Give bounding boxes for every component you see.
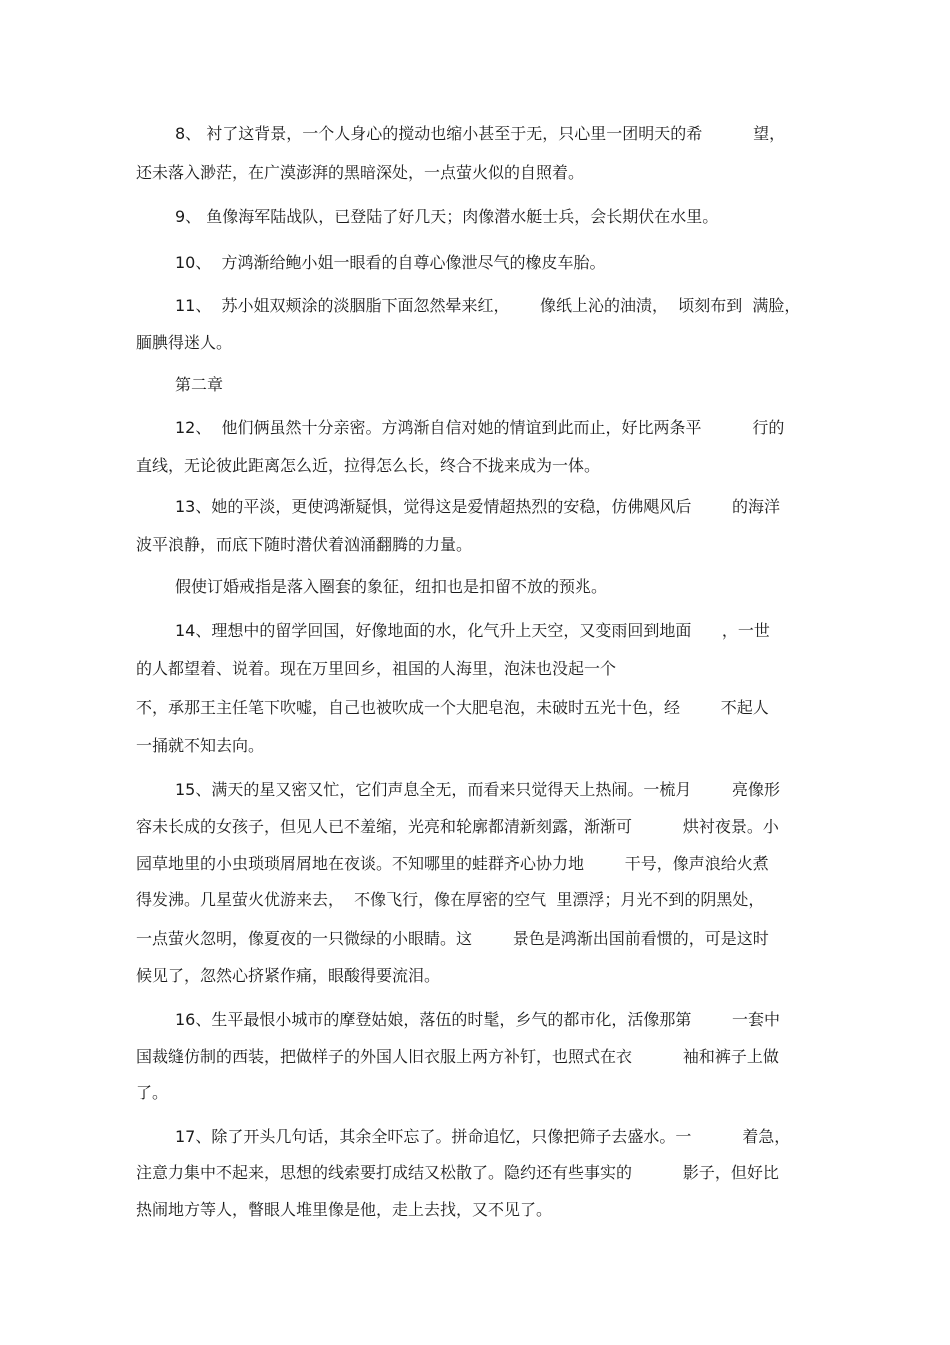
text-line: 14、理想中的留学回国，好像地面的水，化气升上天空，又变雨回到地面 ，一世: [175, 621, 770, 640]
text-line: 16、生平最恨小城市的摩登姑娘，落伍的时髦，乡气的都市化，活像那第 一套中: [175, 1010, 781, 1029]
text-line: 国裁缝仿制的西装，把做样子的外国人旧衣服上两方补钉，也照式在衣 袖和裤子上做: [136, 1047, 779, 1066]
text-line: 一点萤火忽明，像夏夜的一只微绿的小眼睛。这 景色是鸿渐出国前看惯的，可是这时: [136, 929, 769, 948]
text-line: 的人都望着、说着。现在万里回乡，祖国的人海里，泡沫也没起一个: [136, 659, 617, 678]
text-line: 12、 他们俩虽然十分亲密。方鸿渐自信对她的情谊到此而止，好比两条平 行的: [175, 418, 785, 437]
text-line: 注意力集中不起来，思想的线索要打成结又松散了。隐约还有些事实的 影子，但好比: [136, 1163, 779, 1182]
text-line: 13、她的平淡，更使鸿渐疑惧，觉得这是爱情超热烈的安稳，仿佛飓风后 的海洋: [175, 497, 781, 516]
text-line: 9、 鱼像海军陆战队，已登陆了好几天；肉像潜水艇士兵，会长期伏在水里。: [175, 207, 719, 226]
text-line: 直线，无论彼此距离怎么近，拉得怎么长，终合不拢来成为一体。: [136, 456, 601, 475]
text-line: 10、 方鸿渐给鲍小姐一眼看的自尊心像泄尽气的橡皮车胎。: [175, 253, 606, 272]
text-line: 一捅就不知去向。: [136, 736, 265, 755]
chapter-heading: 第二章: [175, 375, 224, 394]
text-line: 园草地里的小虫琐琐屑屑地在夜谈。不知哪里的蛙群齐心协力地 干号，像声浪给火煮: [136, 854, 769, 873]
text-line: 容未长成的女孩子，但见人已不羞缩，光亮和轮廓都清新刻露，渐渐可 烘衬夜景。小: [136, 817, 779, 836]
text-line: 8、 衬了这背景，一个人身心的搅动也缩小甚至于无，只心里一团明天的希 望，: [175, 124, 786, 143]
text-line: 了。: [136, 1083, 169, 1102]
text-line: 11、 苏小姐双颊涂的淡胭脂下面忽然晕来红， 像纸上沁的油渍， 顷刻布到 满脸，: [175, 296, 801, 315]
text-line: 假使订婚戒指是落入圈套的象征，纽扣也是扣留不放的预兆。: [175, 577, 608, 596]
text-line: 热闹地方等人，瞥眼人堆里像是他，走上去找，又不见了。: [136, 1200, 553, 1219]
text-line: 候见了，忽然心挤紧作痛，眼酸得要流泪。: [136, 966, 441, 985]
text-line: 17、除了开头几句话，其余全吓忘了。拼命追忆，只像把筛子去盛水。一 着急，: [175, 1127, 791, 1146]
text-line: 15、满天的星又密又忙，它们声息全无，而看来只觉得天上热闹。一梳月 亮像形: [175, 780, 781, 799]
text-line: 波平浪静，而底下随时潜伏着汹涌翻腾的力量。: [136, 535, 473, 554]
text-line: 得发沸。几星萤火优游来去， 不像飞行，像在厚密的空气 里漂浮；月光不到的阴黑处，: [136, 890, 765, 909]
text-line: 腼腆得迷人。: [136, 333, 233, 352]
text-line: 还未落入渺茫，在广漠澎湃的黑暗深处，一点萤火似的自照着。: [136, 163, 585, 182]
text-line: 不，承那王主任笔下吹嘘，自己也被吹成一个大肥皂泡，未破时五光十色，经 不起人: [136, 698, 769, 717]
